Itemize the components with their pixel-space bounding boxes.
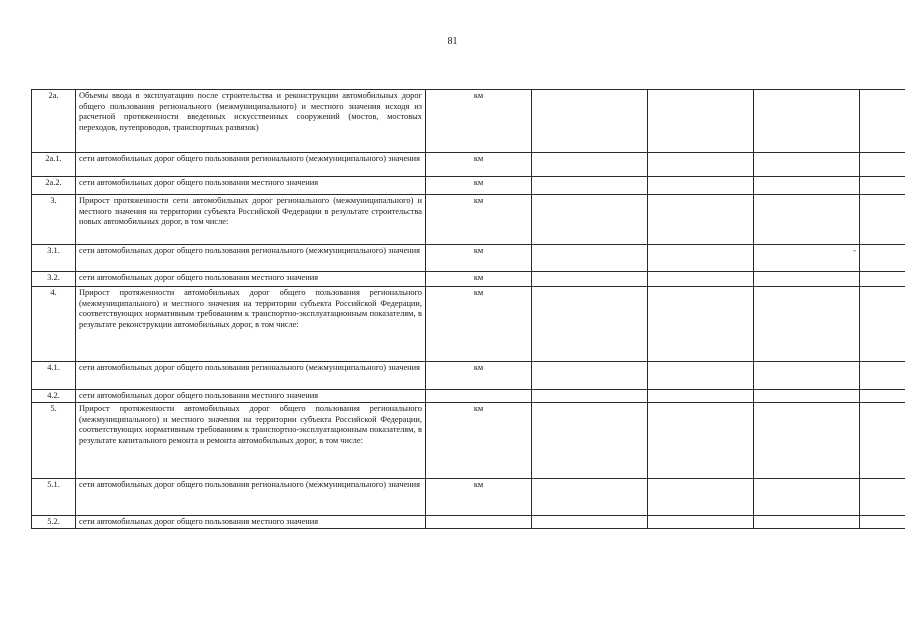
row-number: 2а.2. [32, 177, 76, 195]
row-value-2 [648, 177, 754, 195]
table-row [32, 177, 905, 195]
row-unit: км [426, 287, 532, 362]
page-number: 81 [447, 36, 458, 47]
row-description: сети автомобильных дорог общего пользования регионального (межмуниципального) значения [76, 245, 426, 272]
table-row [32, 195, 905, 245]
row-value-4 [860, 245, 905, 272]
row-value-1 [532, 195, 648, 245]
row-number: 3. [32, 195, 76, 245]
row-value-1 [532, 272, 648, 287]
row-value-3 [754, 287, 860, 362]
table-row [32, 362, 905, 390]
indicators-table [31, 89, 905, 529]
row-description: сети автомобильных дорог общего пользования местного значения [76, 516, 426, 529]
row-value-4 [860, 272, 905, 287]
row-value-2 [648, 390, 754, 403]
row-value-4 [860, 195, 905, 245]
row-value-2 [648, 287, 754, 362]
row-value-2 [648, 516, 754, 529]
row-value-2 [648, 90, 754, 153]
row-description: сети автомобильных дорог общего пользования регионального (межмуниципального) значения [76, 153, 426, 177]
row-value-2 [648, 403, 754, 479]
table-row [32, 516, 905, 529]
row-value-4 [860, 362, 905, 390]
row-description: Прирост протяженности автомобильных дорог общего пользования регионального (межмуниципального) и местного значения на территории субъекта Российской Федерации, соответствующих нормативным требованиям к транспортно-эксплуатационным показателям, в результате реконструкции автомобильных дорог, в том числе: [76, 287, 426, 362]
row-value-2 [648, 362, 754, 390]
row-number: 3.2. [32, 272, 76, 287]
row-unit: км [426, 195, 532, 245]
row-description: сети автомобильных дорог общего пользования регионального (межмуниципального) значения [76, 362, 426, 390]
row-unit: км [426, 177, 532, 195]
row-value-3 [754, 90, 860, 153]
row-value-1 [532, 287, 648, 362]
row-value-2 [648, 245, 754, 272]
row-value-3 [754, 516, 860, 529]
row-value-1 [532, 390, 648, 403]
row-value-2 [648, 153, 754, 177]
row-number: 4.2. [32, 390, 76, 403]
row-description: сети автомобильных дорог общего пользования местного значения [76, 177, 426, 195]
row-unit: км [426, 479, 532, 516]
row-number: 3.1. [32, 245, 76, 272]
row-value-3 [754, 195, 860, 245]
table-row [32, 390, 905, 403]
row-number: 5. [32, 403, 76, 479]
table-row [32, 403, 905, 479]
table-row [32, 479, 905, 516]
row-value-2 [648, 479, 754, 516]
row-description: Объемы ввода в эксплуатацию после строительства и реконструкции автомобильных дорог общего пользования регионального (межмуниципального) и местного значения исходя из расчетной протяженности введенных искусственных сооружений (мостов, мостовых переходов, путепроводов, транспортных развязок) [76, 90, 426, 153]
row-value-3 [754, 479, 860, 516]
row-unit [426, 516, 532, 529]
row-unit: км [426, 245, 532, 272]
row-value-4 [860, 403, 905, 479]
row-value-4 [860, 479, 905, 516]
row-unit: км [426, 362, 532, 390]
row-value-2 [648, 195, 754, 245]
row-unit [426, 390, 532, 403]
table-row [32, 153, 905, 177]
row-value-3 [754, 390, 860, 403]
row-number: 4.1. [32, 362, 76, 390]
row-unit: км [426, 153, 532, 177]
row-value-3 [754, 403, 860, 479]
row-value-4 [860, 177, 905, 195]
table-row [32, 272, 905, 287]
row-number: 5.1. [32, 479, 76, 516]
row-value-3 [754, 177, 860, 195]
row-value-1 [532, 153, 648, 177]
row-value-3: - [754, 245, 860, 272]
row-value-4 [860, 90, 905, 153]
row-value-1 [532, 516, 648, 529]
row-description: Прирост протяженности сети автомобильных дорог регионального (межмуниципального) и местного значения на территории субъекта Российской Федерации в результате строительства новых автомобильных дорог, в том числе: [76, 195, 426, 245]
row-value-2 [648, 272, 754, 287]
row-number: 5.2. [32, 516, 76, 529]
row-value-3 [754, 362, 860, 390]
row-value-1 [532, 177, 648, 195]
row-value-4 [860, 287, 905, 362]
row-value-1 [532, 479, 648, 516]
row-unit: км [426, 90, 532, 153]
row-unit: км [426, 403, 532, 479]
row-value-4 [860, 516, 905, 529]
row-value-3 [754, 272, 860, 287]
row-description: сети автомобильных дорог общего пользования регионального (межмуниципального) значения [76, 479, 426, 516]
table-row [32, 245, 905, 272]
row-unit: км [426, 272, 532, 287]
row-value-4 [860, 390, 905, 403]
row-number: 2а. [32, 90, 76, 153]
row-number: 4. [32, 287, 76, 362]
row-description: Прирост протяженности автомобильных дорог общего пользования регионального (межмуниципального) и местного значения на территории субъекта Российской Федерации, соответствующих нормативным требованиям к транспортно-эксплуатационным показателям, в результате капитального ремонта и ремонта автомобильных дорог, в том числе: [76, 403, 426, 479]
row-description: сети автомобильных дорог общего пользования местного значения [76, 272, 426, 287]
row-description: сети автомобильных дорог общего пользования местного значения [76, 390, 426, 403]
row-value-4 [860, 153, 905, 177]
table-row [32, 90, 905, 153]
row-value-1 [532, 362, 648, 390]
row-value-1 [532, 403, 648, 479]
row-number: 2а.1. [32, 153, 76, 177]
row-value-3 [754, 153, 860, 177]
row-value-1 [532, 245, 648, 272]
row-value-1 [532, 90, 648, 153]
table-row [32, 287, 905, 362]
